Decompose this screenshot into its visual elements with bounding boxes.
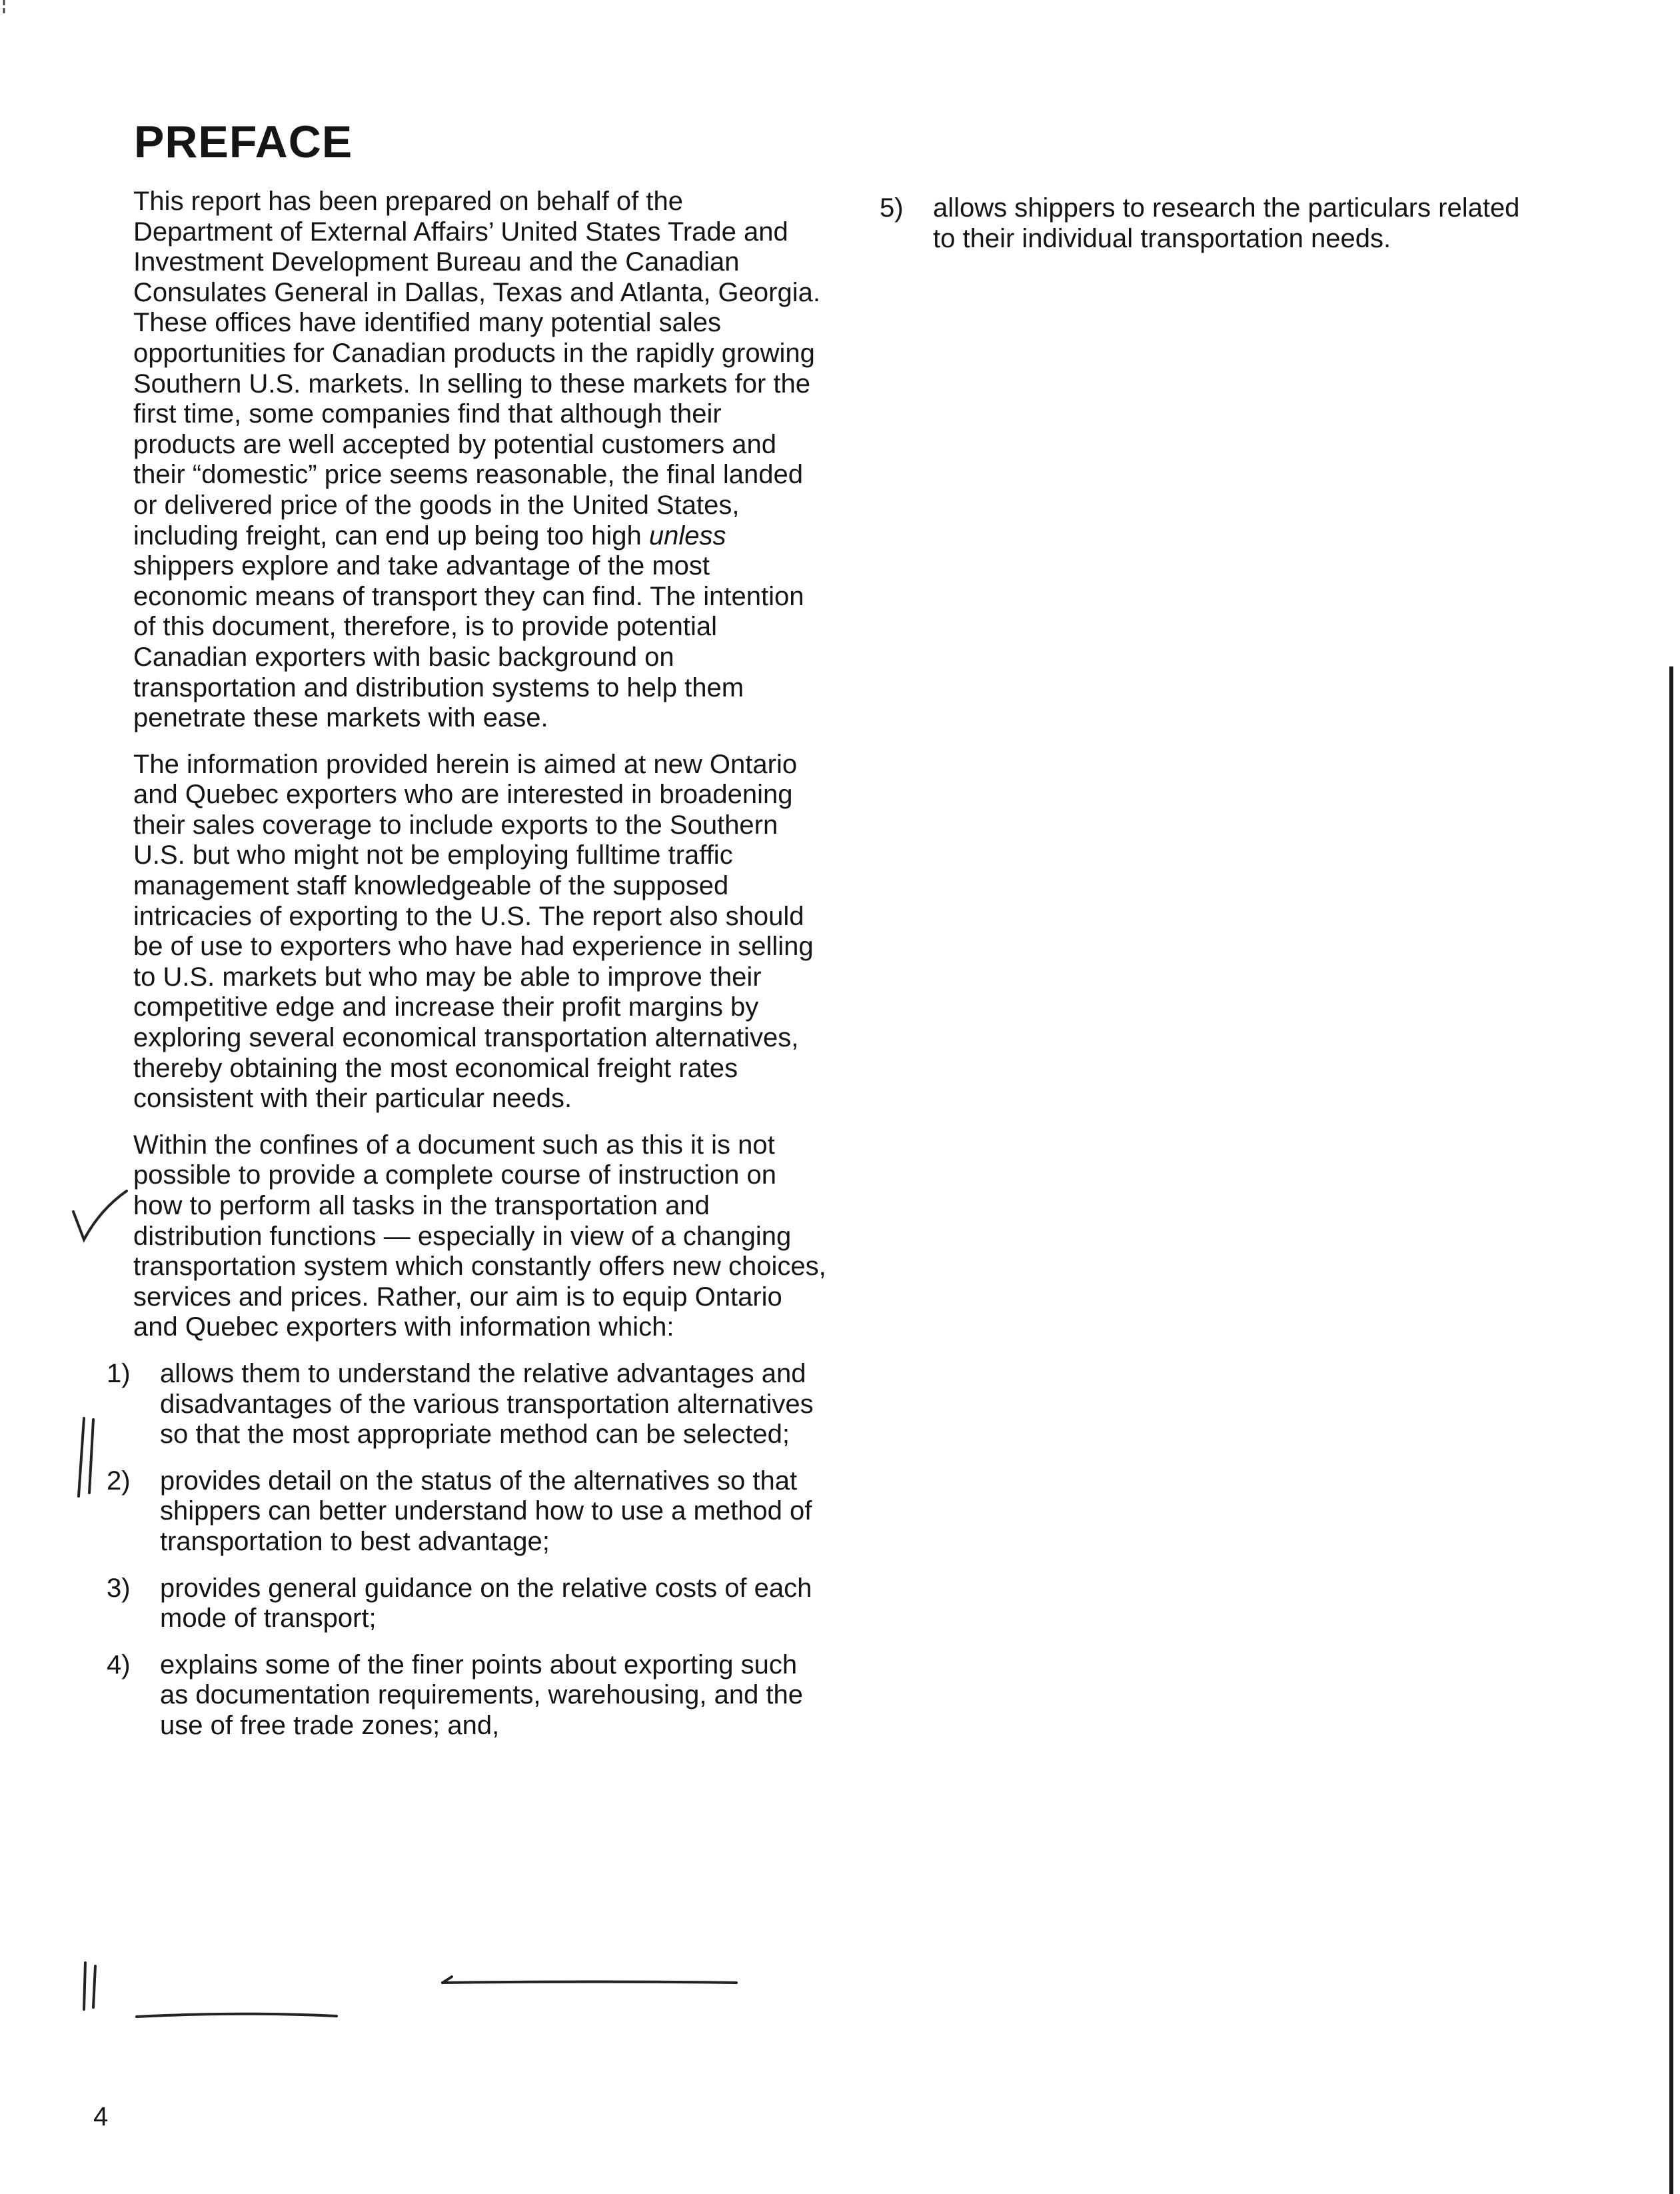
left-column bbox=[107, 187, 826, 1757]
paragraph-1-part-a: This report has been prepared on behalf of the Department of External Affairs’ United States Trade and Investment Development Bureau and the Canadian Consulates General in Dallas, Texas and Atlanta, Georgia. These offices have identified many potential sales opportunities for Canadian products in the rapidly growing Southern U.S. markets. In selling to these markets for the first time, some companies find that although their products are well accepted by potential customers and their “domestic” price seems reasonable, the final landed or delivered price of the goods in the United States, including freight, can end up being too high bbox=[133, 187, 820, 550]
list-item bbox=[107, 1359, 826, 1450]
underline-stroke bbox=[442, 1982, 736, 1983]
paragraph-1-part-b: shippers explore and take advantage of the most economic means of transport they can find. The intention of this document, therefore, is to provide potential Canadian exporters with basic background on transportation and distribution systems to help them penetrate these markets with ease. bbox=[133, 551, 804, 733]
checkmark-icon bbox=[73, 1191, 127, 1240]
list-item-text: allows them to understand the relative advantages and disadvantages of the various transportation alternatives so that the most appropriate method can be selected; bbox=[160, 1358, 814, 1450]
list-item-text: provides detail on the status of the alternatives so that shippers can better understand how to use a method of transportation to best advantage; bbox=[160, 1466, 812, 1556]
objectives-list bbox=[107, 1358, 826, 1741]
list-item bbox=[107, 1574, 826, 1634]
underline-stroke-lower bbox=[137, 2014, 337, 2017]
list-item-number: 1) bbox=[107, 1358, 131, 1388]
list-item-text: allows shippers to research the particulars related to their individual transportation needs. bbox=[933, 193, 1520, 253]
list-item bbox=[107, 1466, 826, 1558]
double-bar-mark-upper bbox=[79, 1418, 93, 1496]
paragraph-1-emphasis: unless bbox=[648, 521, 726, 550]
page-heading: PREFACE bbox=[134, 117, 353, 167]
paragraph-1 bbox=[133, 187, 826, 734]
list-item bbox=[880, 193, 1546, 254]
right-column bbox=[880, 193, 1546, 270]
paragraph-2: The information provided herein is aimed at new Ontario and Quebec exporters who are interested in broadening their sales coverage to include exports to the Southern U.S. but who might not be employing fulltime traffic management staff knowledgeable of the supposed intricacies of exporting to the U.S. The report also should be of use to exporters who have had experience in selling to U.S. markets but who may be able to improve their competitive edge and increase their profit margins by exploring several economical transportation alternatives, thereby obtaining the most economical freight rates consistent with their particular needs. bbox=[133, 749, 814, 1114]
underline-stroke-small bbox=[442, 1977, 452, 1983]
list-item-number: 5) bbox=[880, 193, 904, 223]
list-item-number: 3) bbox=[107, 1573, 131, 1603]
scan-edge-line bbox=[1669, 666, 1673, 2194]
list-item-number: 4) bbox=[107, 1649, 131, 1679]
list-item bbox=[107, 1650, 826, 1741]
list-item-text: provides general guidance on the relative costs of each mode of transport; bbox=[160, 1573, 812, 1634]
paragraph-3: Within the confines of a document such as this it is not possible to provide a complete course of instruction on how to perform all tasks in the transportation and distribution functions — especially in view of a changing transportation system which constantly offers new choices, services and prices. Rather, our aim is to equip Ontario and Quebec exporters with information which: bbox=[133, 1130, 826, 1342]
list-item-number: 2) bbox=[107, 1466, 131, 1496]
list-item-text: explains some of the finer points about exporting such as documentation requirements, warehousing, and the use of free trade zones; and, bbox=[160, 1649, 804, 1740]
page-number: 4 bbox=[93, 2102, 109, 2131]
double-bar-mark-lower bbox=[84, 1963, 95, 2009]
objectives-list-continued bbox=[880, 193, 1546, 254]
